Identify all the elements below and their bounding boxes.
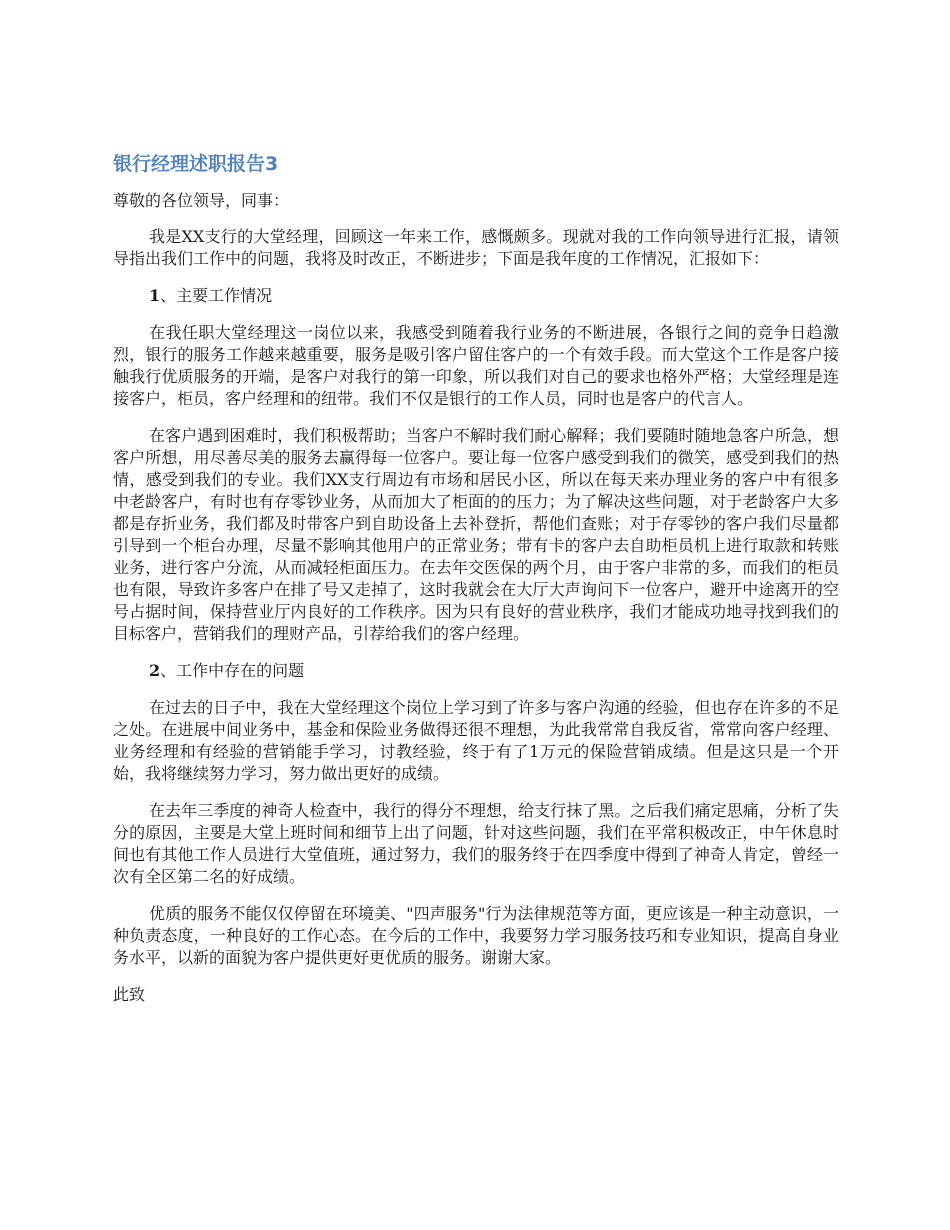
body-paragraph: 在客户遇到困难时，我们积极帮助；当客户不解时我们耐心解释；我们要随时随地急客户所急，想客户所想，用尽善尽美的服务去赢得每一位客户。要让每一位客户感受到我们的微笑，感受到我们的热情，感受到我们的专业。我们XX支行周边有市场和居民小区，所以在每天来办理业务的客户中有很多中老龄客户，有时也有存零钞业务，从而加大了柜面的的压力；为了解决这些问题，对于老龄客户大多都是存折业务，我们都及时带客户到自助设备上去补登折，帮他们查账；对于存零钞的客户我们尽量都引导到一个柜台办理，尽量不影响其他用户的正常业务；带有卡的客户去自助柜员机上进行取款和转账业务，进行客户分流，从而减轻柜面压力。在去年交医保的两个月，由于客户非常的多，而我们的柜员也有限，导致许多客户在排了号又走掉了，这时我就会在大厅大声询问下一位客户，避开中途离开的空号占据时间，保持营业厅内良好的工作秩序。因为只有良好的营业秩序，我们才能成功地寻找到我们的目标客户，营销我们的理财产品，引荐给我们的客户经理。	[113, 426, 839, 643]
body-paragraph: 优质的服务不能仅仅停留在环境美、"四声服务"行为法律规范等方面，更应该是一种主动意识，一种负责态度，一种良好的工作心态。在今后的工作中，我要努力学习服务技巧和专业知识，提高自身业务水平，以新的面貌为客户提供更好更优质的服务。谢谢大家。	[113, 904, 839, 967]
section-number: 2	[149, 661, 161, 680]
document-page	[113, 150, 839, 1006]
section-number: 1	[149, 286, 161, 305]
intro-paragraph: 我是XX支行的大堂经理，回顾这一年来工作，感慨颇多。现就对我的工作向领导进行汇报，请领导指出我们工作中的问题，我将及时改正，不断进步；下面是我年度的工作情况，汇报如下：	[113, 227, 839, 268]
closing-line: 此致	[113, 985, 146, 1004]
body-paragraph: 在过去的日子中，我在大堂经理这个岗位上学习到了许多与客户沟通的经验，但也存在许多的不足之处。在进展中间业务中，基金和保险业务做得还很不理想，为此我常常自我反省，常常向客户经理、业务经理和有经验的营销能手学习，讨教经验，终于有了1万元的保险营销成绩。但是这只是一个开始，我将继续努力学习，努力做出更好的成绩。	[113, 698, 839, 783]
section-label: 、工作中存在的问题	[160, 661, 305, 680]
section-heading-1	[113, 285, 839, 307]
section-label: 、主要工作情况	[160, 286, 273, 305]
body-paragraph: 在去年三季度的神奇人检查中，我行的得分不理想，给支行抹了黑。之后我们痛定思痛，分析了失分的原因，主要是大堂上班时间和细节上出了问题，针对这些问题，我们在平常积极改正，中午休息时间也有其他工作人员进行大堂值班，通过努力，我们的服务终于在四季度中得到了神奇人肯定，曾经一次有全区第二名的好成绩。	[113, 801, 839, 886]
body-paragraph: 在我任职大堂经理这一岗位以来，我感受到随着我行业务的不断进展，各银行之间的竞争日趋激烈，银行的服务工作越来越重要，服务是吸引客户留住客户的一个有效手段。而大堂这个工作是客户接触我行优质服务的开端，是客户对我行的第一印象，所以我们对自己的要求也格外严格；大堂经理是连接客户，柜员，客户经理和的纽带。我们不仅是银行的工作人员，同时也是客户的代言人。	[113, 323, 839, 408]
section-heading-2	[113, 660, 839, 682]
document-title: 银行经理述职报告3	[113, 153, 279, 175]
salutation: 尊敬的各位领导，同事：	[113, 191, 290, 210]
